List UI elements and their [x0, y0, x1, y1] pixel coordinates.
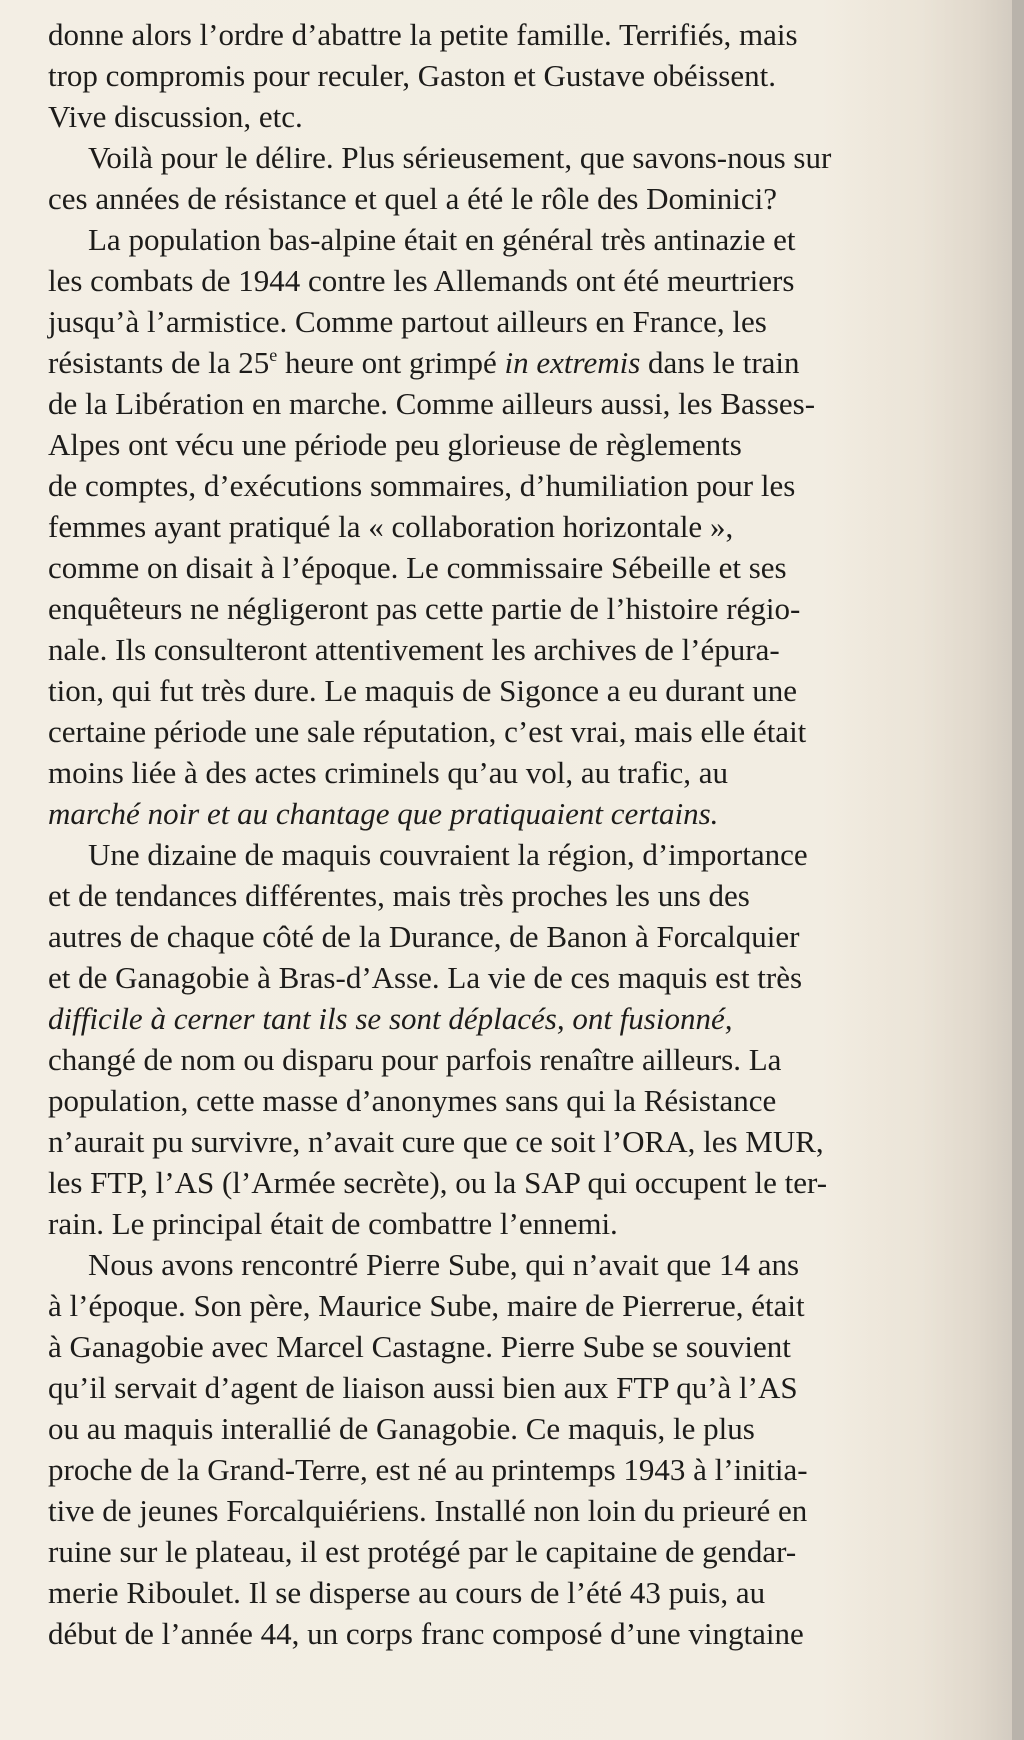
text-segment: Alpes ont vécu une période peu glorieuse de règlements [48, 427, 742, 462]
superscript: e [269, 345, 278, 365]
text-segment: résistants de la 25 [48, 345, 270, 380]
text-segment: proche de la Grand-Terre, est né au printemps 1943 à l’initia- [48, 1452, 808, 1487]
text-segment: début de l’année 44, un corps franc composé d’une vingtaine [48, 1616, 804, 1651]
text-line [48, 219, 1024, 260]
text-segment: de comptes, d’exécutions sommaires, d’humiliation pour les [48, 468, 796, 503]
text-line [48, 957, 1024, 998]
text-line [48, 383, 1024, 424]
text-segment: tion, qui fut très dure. Le maquis de Sigonce a eu durant une [48, 673, 797, 708]
text-segment: femmes ayant pratiqué la « collaboration horizontale », [48, 509, 734, 544]
text-segment: tive de jeunes Forcalquiériens. Installé non loin du prieuré en [48, 1493, 808, 1528]
text-line [48, 1039, 1024, 1080]
text-segment: jusqu’à l’armistice. Comme partout ailleurs en France, les [48, 304, 767, 339]
text-line [48, 547, 1024, 588]
italic-text: difficile à cerner tant ils se sont déplacés, ont fusionné, [48, 1001, 733, 1036]
text-segment: ruine sur le plateau, il est protégé par le capitaine de gendar- [48, 1534, 797, 1569]
text-line [48, 1572, 1024, 1613]
text-line [48, 1490, 1024, 1531]
text-segment: donne alors l’ordre d’abattre la petite famille. Terrifiés, mais [48, 17, 798, 52]
text-segment: merie Riboulet. Il se disperse au cours de l’été 43 puis, au [48, 1575, 766, 1610]
page-edge [1012, 0, 1024, 1740]
text-line [48, 260, 1024, 301]
text-segment: enquêteurs ne négligeront pas cette partie de l’histoire régio- [48, 591, 801, 626]
text-line [48, 1613, 1024, 1654]
text-segment: les combats de 1944 contre les Allemands ont été meurtriers [48, 263, 795, 298]
italic-text: marché noir et au chantage que pratiquaient certains. [48, 796, 719, 831]
text-line [48, 14, 1024, 55]
text-line [48, 1121, 1024, 1162]
text-line [48, 875, 1024, 916]
text-line [48, 96, 1024, 137]
text-line [48, 834, 1024, 875]
text-segment: nale. Ils consulteront attentivement les archives de l’épura- [48, 632, 780, 667]
text-line [48, 1408, 1024, 1449]
text-segment: La population bas-alpine était en général très antinazie et [88, 222, 796, 257]
text-segment: ou au maquis interallié de Ganagobie. Ce maquis, le plus [48, 1411, 755, 1446]
text-segment: autres de chaque côté de la Durance, de Banon à Forcalquier [48, 919, 800, 954]
text-line [48, 998, 1024, 1039]
text-line [48, 752, 1024, 793]
text-segment: population, cette masse d’anonymes sans qui la Résistance [48, 1083, 777, 1118]
text-line [48, 465, 1024, 506]
italic-text: in extremis [504, 345, 641, 380]
text-segment: les FTP, l’AS (l’Armée secrète), ou la SAP qui occupent le ter- [48, 1165, 828, 1200]
text-segment: Une dizaine de maquis couvraient la région, d’importance [88, 837, 808, 872]
text-line [48, 1449, 1024, 1490]
text-line [48, 1367, 1024, 1408]
text-line [48, 588, 1024, 629]
text-segment: Voilà pour le délire. Plus sérieusement, que savons-nous sur [88, 140, 832, 175]
text-line [48, 342, 1024, 383]
text-segment: ces années de résistance et quel a été le rôle des Dominici? [48, 181, 778, 216]
text-line [48, 1162, 1024, 1203]
text-line [48, 711, 1024, 752]
text-segment: et de Ganagobie à Bras-d’Asse. La vie de ces maquis est très [48, 960, 803, 995]
text-line [48, 301, 1024, 342]
text-segment: n’aurait pu survivre, n’avait cure que ce soit l’ORA, les MUR, [48, 1124, 824, 1159]
text-line [48, 1285, 1024, 1326]
text-line [48, 629, 1024, 670]
text-line [48, 1326, 1024, 1367]
body-text [48, 14, 1024, 1654]
text-segment: heure ont grimpé [277, 345, 505, 380]
text-line [48, 793, 1024, 834]
text-segment: à Ganagobie avec Marcel Castagne. Pierre Sube se souvient [48, 1329, 791, 1364]
text-segment: rain. Le principal était de combattre l’ennemi. [48, 1206, 618, 1241]
text-line [48, 1080, 1024, 1121]
text-line [48, 1203, 1024, 1244]
text-segment: Nous avons rencontré Pierre Sube, qui n’avait que 14 ans [88, 1247, 800, 1282]
text-segment: changé de nom ou disparu pour parfois renaître ailleurs. La [48, 1042, 782, 1077]
text-segment: Vive discussion, etc. [48, 99, 303, 134]
text-segment: qu’il servait d’agent de liaison aussi bien aux FTP qu’à l’AS [48, 1370, 798, 1405]
text-line [48, 1531, 1024, 1572]
text-line [48, 670, 1024, 711]
text-line [48, 424, 1024, 465]
text-line [48, 55, 1024, 96]
text-line [48, 178, 1024, 219]
text-line [48, 137, 1024, 178]
text-segment: moins liée à des actes criminels qu’au vol, au trafic, au [48, 755, 729, 790]
text-segment: comme on disait à l’époque. Le commissaire Sébeille et ses [48, 550, 787, 585]
text-segment: à l’époque. Son père, Maurice Sube, maire de Pierrerue, était [48, 1288, 805, 1323]
text-segment: et de tendances différentes, mais très proches les uns des [48, 878, 750, 913]
text-line [48, 916, 1024, 957]
text-segment: trop compromis pour reculer, Gaston et Gustave obéissent. [48, 58, 776, 93]
text-line [48, 1244, 1024, 1285]
text-segment: de la Libération en marche. Comme ailleurs aussi, les Basses- [48, 386, 816, 421]
text-segment: certaine période une sale réputation, c’est vrai, mais elle était [48, 714, 807, 749]
text-line [48, 506, 1024, 547]
text-segment: dans le train [640, 345, 800, 380]
